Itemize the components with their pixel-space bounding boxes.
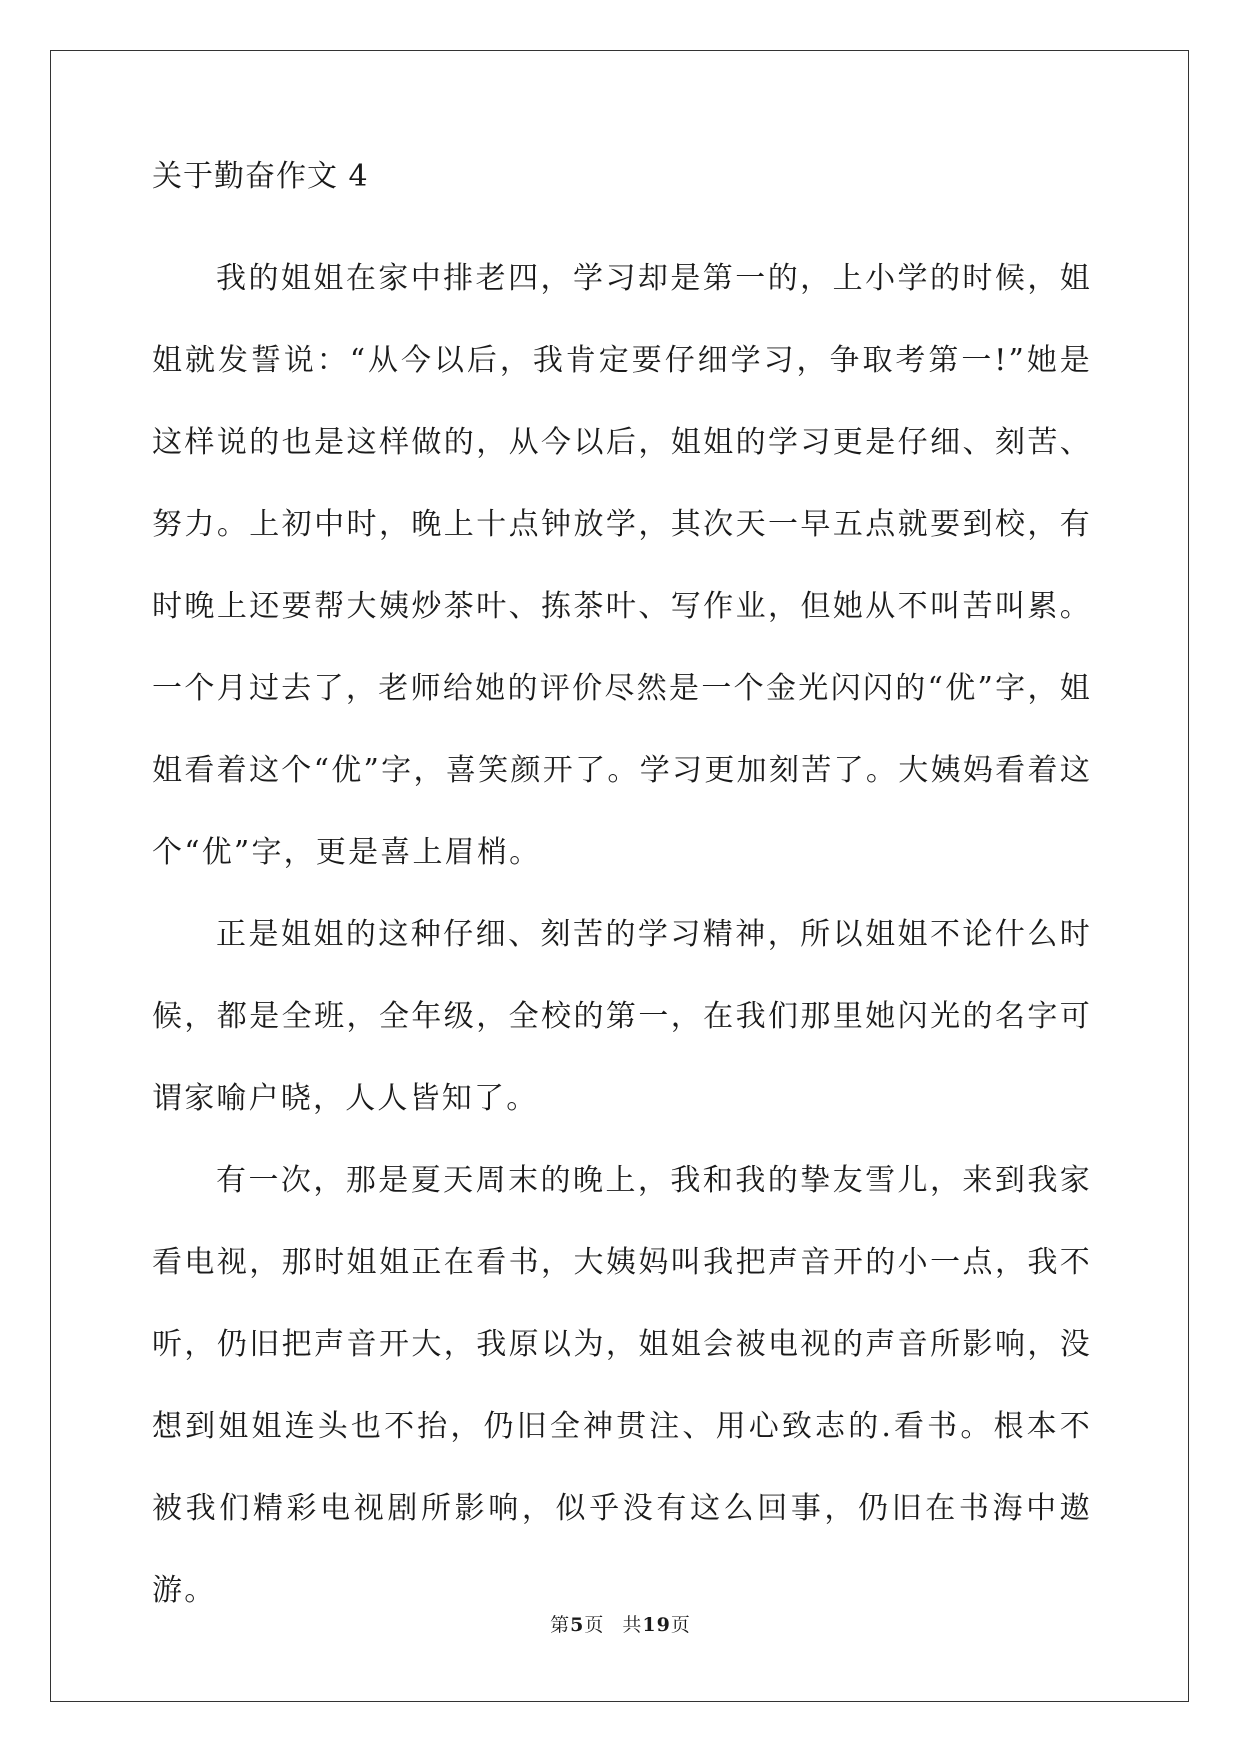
paragraph-1: 我的姐姐在家中排老四，学习却是第一的，上小学的时候，姐姐就发誓说：“从今以后，我肯定要仔细学习，争取考第一!”她是这样说的也是这样做的，从今以后，姐姐的学习更是仔细、刻苦、努力。上初中时，晚上十点钟放学，其次天一早五点就要到校，有时晚上还要帮大姨炒茶叶、拣茶叶、写作业，但她从不叫苦叫累。一个月过去了，老师给她的评价尽然是一个金光闪闪的“优”字，姐姐看着这个“优”字，喜笑颜开了。学习更加刻苦了。大姨妈看着这个“优”字，更是喜上眉梢。: [152, 261, 1092, 870]
page-suffix: 页: [584, 1614, 605, 1636]
current-page-number: 5: [570, 1614, 585, 1636]
page-footer: [0, 1613, 1241, 1637]
paragraph-3: 有一次，那是夏天周末的晚上，我和我的挚友雪儿，来到我家看电视，那时姐姐正在看书，大姨妈叫我把声音开的小一点，我不听，仍旧把声音开大，我原以为，姐姐会被电视的声音所影响，没想到姐姐连头也不抬，仍旧全神贯注、用心致志的.看书。根本不被我们精彩电视剧所影响，似乎没有这么回事，仍旧在书海中遨游。: [152, 1163, 1092, 1608]
document-body: [152, 160, 1092, 1632]
paragraph-2: 正是姐姐的这种仔细、刻苦的学习精神，所以姐姐不论什么时候，都是全班，全年级，全校的第一，在我们那里她闪光的名字可谓家喻户晓，人人皆知了。: [152, 917, 1092, 1116]
page-prefix: 第: [550, 1614, 571, 1636]
total-pages-number: 19: [642, 1614, 671, 1636]
total-prefix: 共: [622, 1614, 643, 1636]
document-title: 关于勤奋作文 4: [152, 159, 369, 194]
total-suffix: 页: [670, 1614, 691, 1636]
